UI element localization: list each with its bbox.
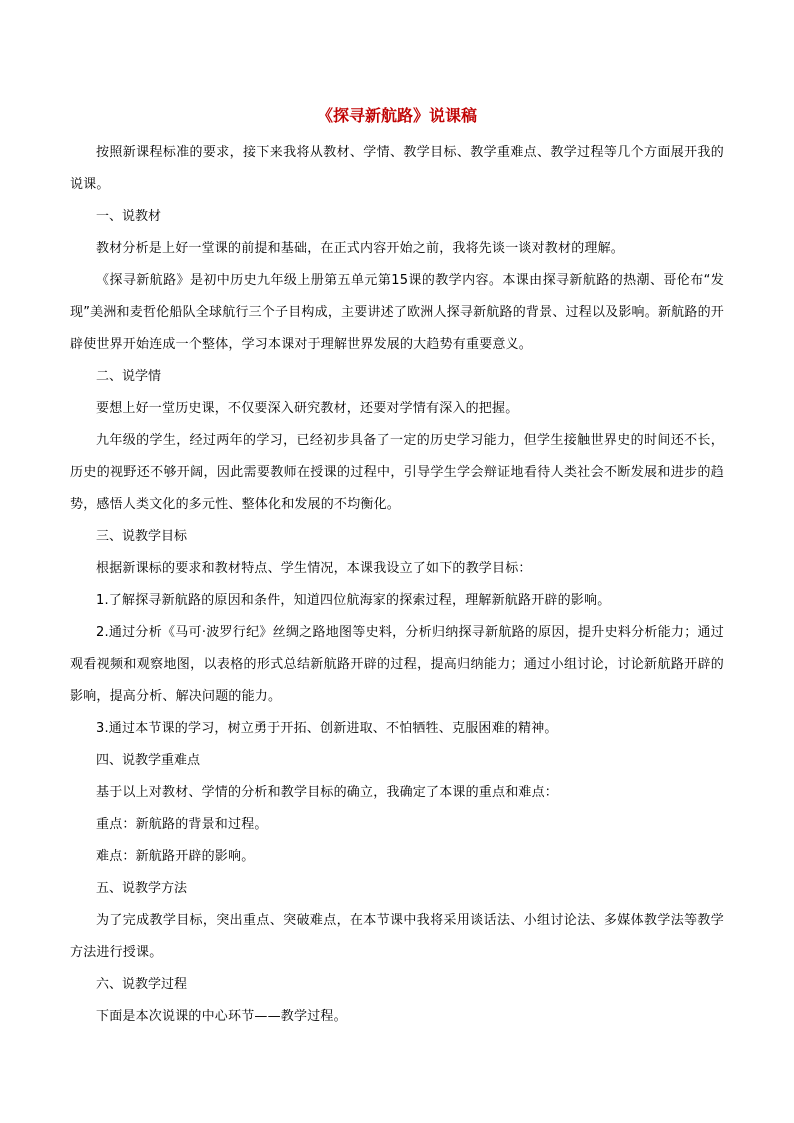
paragraph: 基于以上对教材、学情的分析和教学目标的确立，我确定了本课的重点和难点： (96, 785, 559, 800)
paragraph: 下面是本次说课的中心环节——教学过程。 (96, 1009, 347, 1024)
paragraph: 为了完成教学目标，突出重点、突破难点，在本节课中我将采用谈话法、小组讨论法、多媒体教学法等教学方法进行授课。 (70, 913, 724, 960)
objective-item: 1.了解探寻新航路的原因和条件，知道四位航海家的探索过程，理解新航路开辟的影响。 (96, 593, 611, 608)
paragraph: 《探寻新航路》是初中历史九年级上册第五单元第15课的教学内容。本课由探寻新航路的热潮、哥伦布“发现”美洲和麦哲伦船队全球航行三个子目构成，主要讲述了欧洲人探寻新航路的背景、过程以及影响。新航路的开辟使世界开始连成一个整体，学习本课对于理解世界发展的大趋势有重要意义。 (70, 273, 724, 352)
key-point: 重点：新航路的背景和过程。 (96, 817, 268, 832)
document-title: 《探寻新航路》说课稿 (316, 106, 477, 125)
section-heading-process: 六、说教学过程 (96, 977, 188, 992)
section-heading-objectives: 三、说教学目标 (96, 529, 188, 544)
section-heading-textbook: 一、说教材 (96, 209, 162, 224)
paragraph: 九年级的学生，经过两年的学习，已经初步具备了一定的历史学习能力，但学生接触世界史的时间还不长，历史的视野还不够开阔，因此需要教师在授课的过程中，引导学生学会辩证地看待人类社会不断发展和进步的趋势，感悟人类文化的多元性、整体化和发展的不均衡化。 (70, 433, 724, 512)
intro-paragraph: 按照新课程标准的要求，接下来我将从教材、学情、教学目标、教学重难点、教学过程等几个方面展开我的说课。 (70, 145, 724, 192)
section-heading-students: 二、说学情 (96, 369, 162, 384)
objective-item: 3.通过本节课的学习，树立勇于开拓、创新进取、不怕牺牲、克服困难的精神。 (96, 721, 558, 736)
section-heading-methods: 五、说教学方法 (96, 881, 188, 896)
section-heading-key-points: 四、说教学重难点 (96, 753, 201, 768)
paragraph: 根据新课标的要求和教材特点、学生情况，本课我设立了如下的教学目标： (96, 561, 532, 576)
objective-item: 2.通过分析《马可·波罗行纪》丝绸之路地图等史料，分析归纳探寻新航路的原因，提升史料分析能力；通过观看视频和观察地图，以表格的形式总结新航路开辟的过程，提高归纳能力；通过小组讨论，讨论新航路开辟的影响，提高分析、解决问题的能力。 (70, 625, 724, 704)
paragraph: 要想上好一堂历史课，不仅要深入研究教材，还要对学情有深入的把握。 (96, 401, 519, 416)
difficult-point: 难点：新航路开辟的影响。 (96, 849, 255, 864)
paragraph: 教材分析是上好一堂课的前提和基础，在正式内容开始之前，我将先谈一谈对教材的理解。 (96, 241, 625, 256)
